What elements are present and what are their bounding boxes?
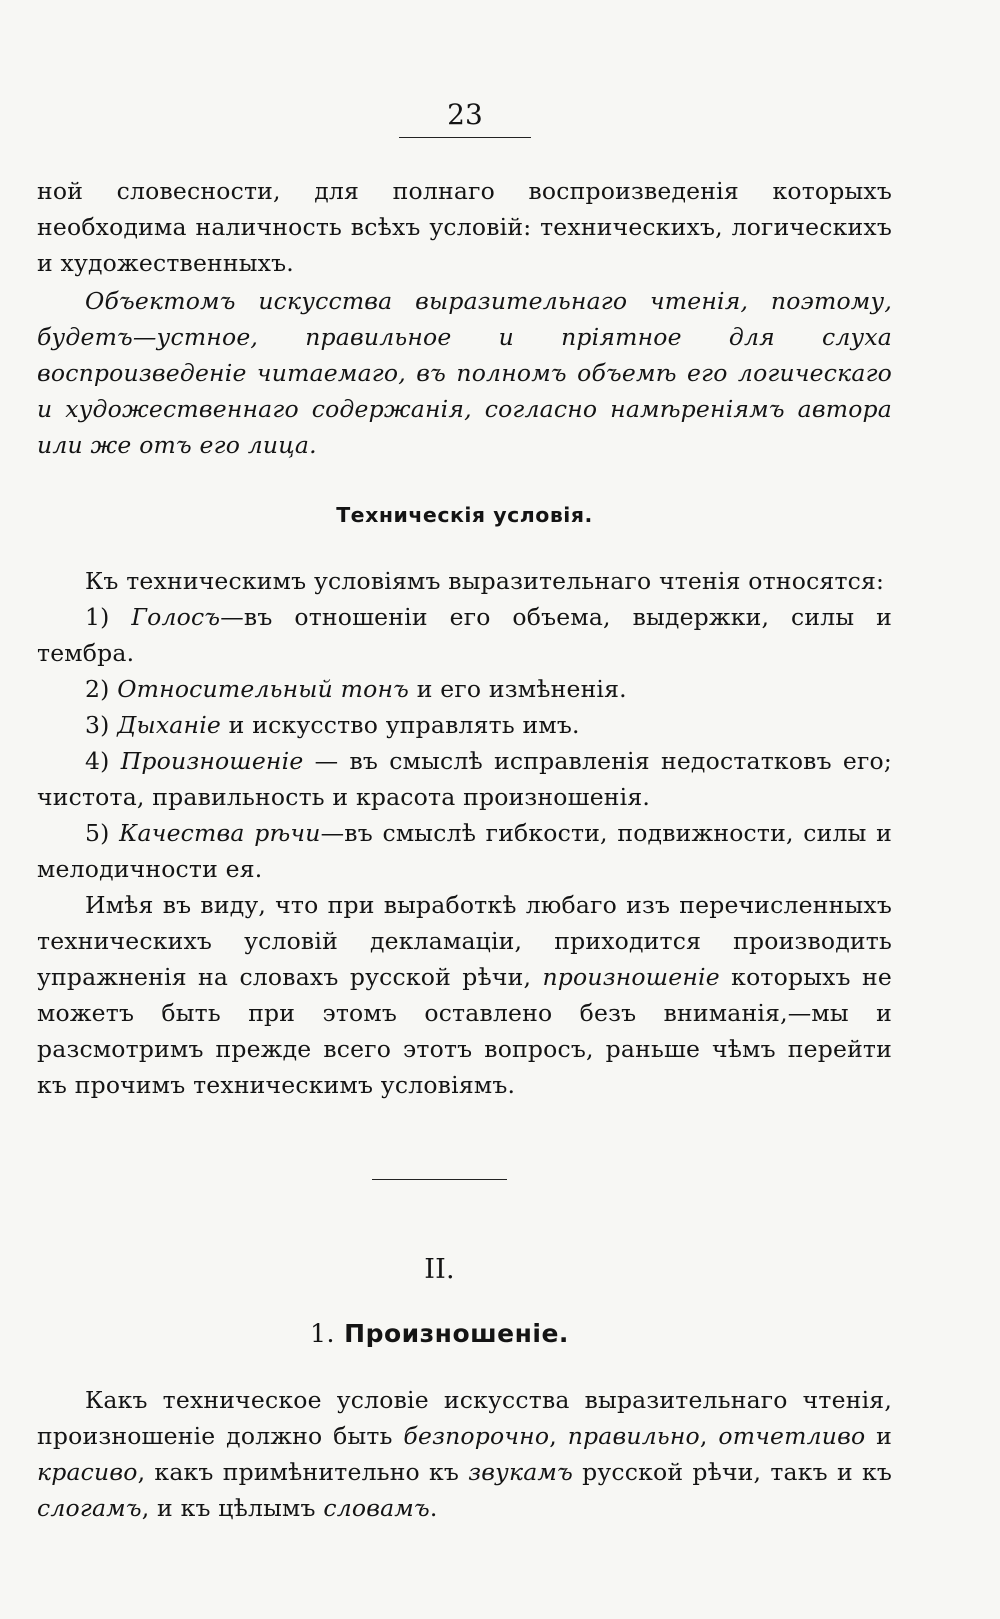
list-text: —въ смыслѣ гибкости, подвижности, силы и мелодичности ея. xyxy=(37,819,892,883)
list-term: Голосъ xyxy=(131,603,221,631)
text-run: русской рѣчи, такъ и къ xyxy=(572,1458,892,1486)
emphasis-run: слогамъ xyxy=(37,1494,142,1522)
emphasis-run: звукамъ xyxy=(468,1458,573,1486)
page-body xyxy=(37,173,892,1526)
closing-emphasis: произношеніе xyxy=(542,963,720,991)
text-run: , и къ цѣлымъ xyxy=(141,1494,324,1522)
text-run: Какъ техническое условіе искусства выразительнаго чтенія, произношеніе должно быть xyxy=(37,1386,892,1450)
technical-closing-paragraph xyxy=(37,887,892,1103)
text-run: , xyxy=(699,1422,719,1450)
list-number: 2) xyxy=(85,675,110,703)
text-run: и xyxy=(865,1422,893,1450)
technical-conditions-heading: Техническія условія. xyxy=(336,503,593,527)
list-term: Произношеніе xyxy=(120,747,304,775)
list-term: Дыханіе xyxy=(117,711,222,739)
list-text: и его измѣненія. xyxy=(409,675,627,703)
page-header xyxy=(0,100,1000,138)
closing-text-2: которыхъ не можетъ быть при этомъ оставлено безъ вниманія,—мы и разсмотримъ прежде всего этотъ вопросъ, раньше чѣмъ перейти къ прочимъ техническимъ условіямъ. xyxy=(37,963,893,1099)
list-text: — въ смыслѣ исправленія недостатковъ его; чистота, правильность и красота произношенія. xyxy=(37,747,892,811)
list-term: Относительный тонъ xyxy=(117,675,410,703)
section-divider xyxy=(372,1179,507,1180)
list-text: —въ отношеніи его объема, выдержки, силы и тембра. xyxy=(37,603,892,667)
list-item-tone xyxy=(37,671,892,707)
emphasis-run: безпорочно xyxy=(403,1422,550,1450)
emphasis-run: красиво xyxy=(37,1458,138,1486)
pronunciation-paragraph xyxy=(37,1382,892,1526)
list-text: и искусство управлять имъ. xyxy=(221,711,580,739)
list-item-breathing xyxy=(37,707,892,743)
list-number: 5) xyxy=(85,819,110,847)
emphasis-run: отчетливо xyxy=(718,1422,866,1450)
list-item-speech-qualities xyxy=(37,815,892,887)
intro-paragraph: ной словесности, для полнаго воспроизведенія которыхъ необходима наличность всѣхъ условій: техническихъ, логическихъ и художественныхъ. xyxy=(37,177,892,277)
emphasis-run: правильно xyxy=(567,1422,700,1450)
text-run: , xyxy=(549,1422,568,1450)
text-run: . xyxy=(429,1494,438,1522)
closing-text-1: Имѣя въ виду, что при выработкѣ любаго изъ перечисленныхъ техническихъ условій декламаціи, приходится производить упражненія на словахъ русской рѣчи, xyxy=(37,891,892,991)
text-run: , какъ примѣнительно къ xyxy=(137,1458,469,1486)
list-item-voice xyxy=(37,599,892,671)
page-number: 23 xyxy=(399,100,531,138)
emphasis-run: словамъ xyxy=(323,1494,430,1522)
list-number: 1) xyxy=(85,603,110,631)
section-heading-text: Произношеніе. xyxy=(344,1319,569,1348)
list-item-pronunciation xyxy=(37,743,892,815)
list-term: Качества рѣчи xyxy=(119,819,321,847)
object-paragraph: Объектомъ искусства выразительнаго чтенія, поэтому, будетъ—устное, правильное и пріятное для слуха воспроизведеніе читаемаго, въ полномъ объемѣ его логическаго и художественнаго содержанія, согласно намѣреніямъ автора или же отъ его лица. xyxy=(37,287,892,459)
list-number: 4) xyxy=(85,747,110,775)
section-heading-number: 1. xyxy=(310,1319,335,1348)
technical-lead-sentence: Къ техническимъ условіямъ выразительнаго чтенія относятся: xyxy=(85,567,885,595)
list-number: 3) xyxy=(85,711,110,739)
pronunciation-section-heading xyxy=(12,1316,867,1352)
section-numeral: II. xyxy=(424,1254,455,1285)
